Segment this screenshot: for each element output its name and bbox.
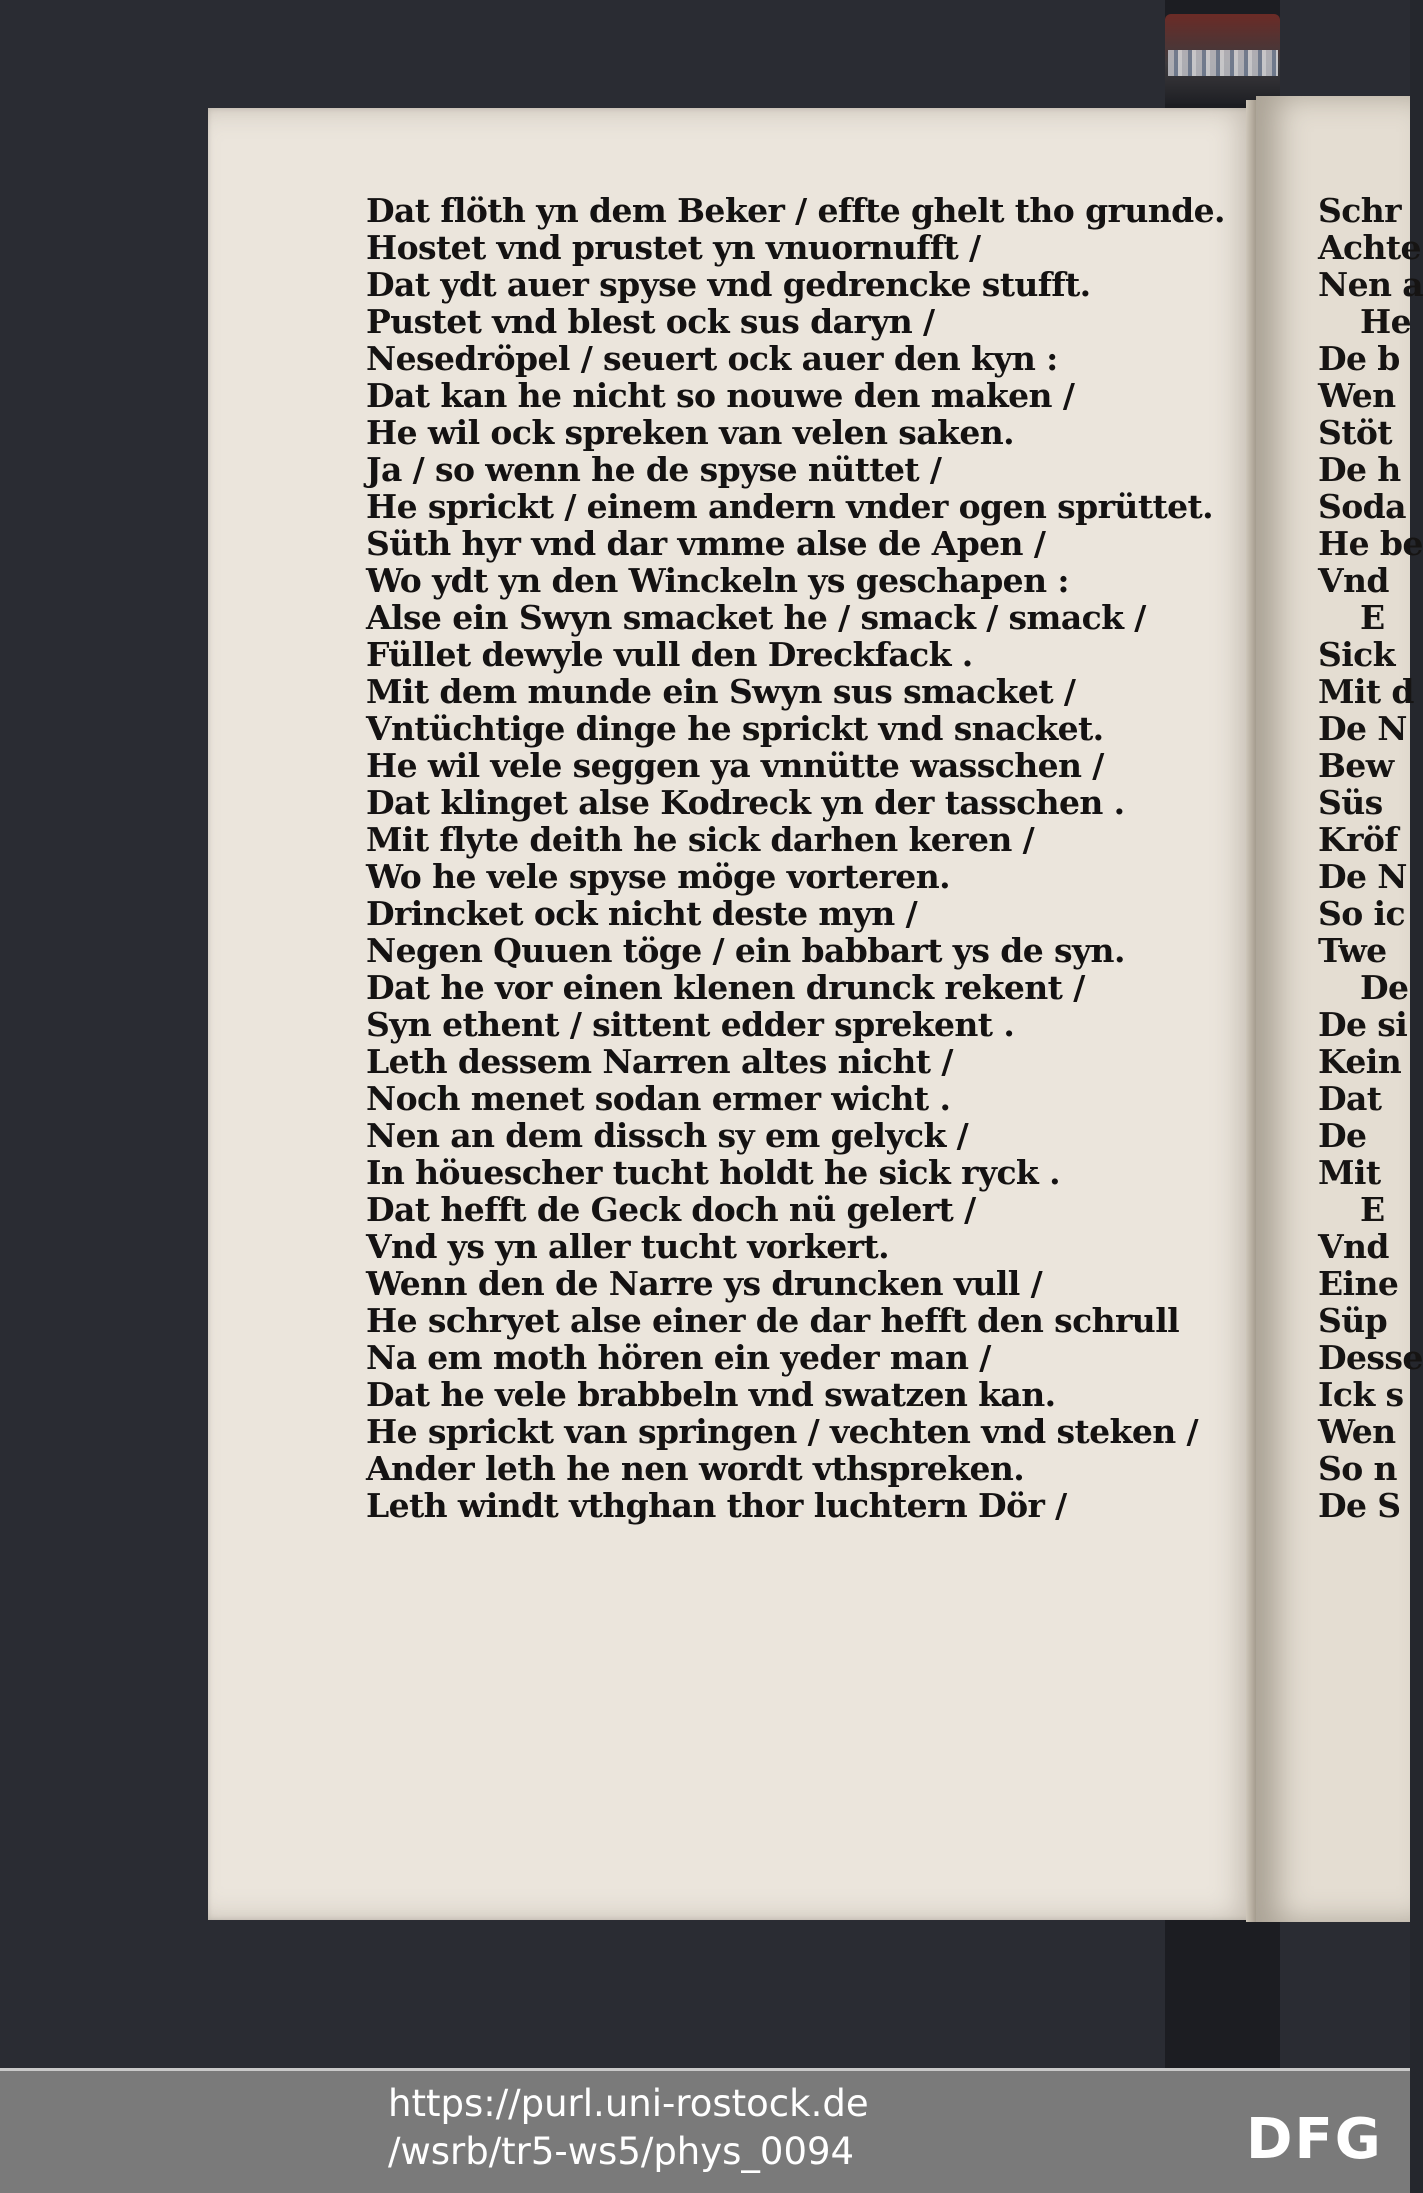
verse-line-fragment: De b [1318,339,1400,378]
verse-line-fragment: Vnd [1318,561,1389,600]
verse-line-fragment: Kröf [1318,820,1398,859]
verse-line: He sprickt / einem andern vnder ogen sprüttet. [366,487,1214,526]
verse-line: Wo he vele spyse möge vorteren. [366,857,950,896]
verse-line-fragment: So ic [1318,894,1405,933]
verse-line: Wo ydt yn den Winckeln ys geschapen : [366,561,1069,600]
verse-line: Dat flöth yn dem Beker / effte ghelt tho grunde. [366,191,1225,230]
verse-line-fragment: Bew [1318,746,1394,785]
verse-line-fragment: He [1360,302,1411,341]
verse-line: Dat klinget alse Kodreck yn der tasschen . [366,783,1125,822]
verse-line-fragment: Eine [1318,1264,1399,1303]
verse-line: Hostet vnd prustet yn vnuornufft / [366,228,981,267]
verse-line: Mit flyte deith he sick darhen keren / [366,820,1035,859]
verse-line: Wenn den de Narre ys druncken vull / [366,1264,1043,1303]
verse-line-fragment: De [1360,968,1409,1007]
verse-line: He wil vele seggen ya vnnütte wasschen / [366,746,1104,785]
verse-line-fragment: De N [1318,709,1407,748]
verse-line: Dat ydt auer spyse vnd gedrencke stufft. [366,265,1091,304]
verse-line: He schryet alse einer de dar hefft den schrull [366,1301,1180,1340]
verse-line-fragment: Dat [1318,1079,1382,1118]
permalink-url-line-1[interactable]: https://purl.uni-rostock.de [388,2082,869,2125]
verse-line-fragment: Desse [1318,1338,1423,1377]
verse-line-fragment: Stöt [1318,413,1392,452]
verse-line-fragment: Wen [1318,376,1396,415]
verse-line-fragment: Kein [1318,1042,1402,1081]
verse-line: Leth windt vthghan thor luchtern Dör / [366,1486,1067,1525]
verse-line: Dat hefft de Geck doch nü gelert / [366,1190,976,1229]
verse-line: Füllet dewyle vull den Dreckfack . [366,635,973,674]
verse-line-fragment: De si [1318,1005,1408,1044]
verse-line: Leth dessem Narren altes nicht / [366,1042,953,1081]
verse-line-fragment: Süp [1318,1301,1388,1340]
verse-line-fragment: De h [1318,450,1401,489]
verse-line: Vntüchtige dinge he sprickt vnd snacket. [366,709,1104,748]
verse-line-fragment: Nen a [1318,265,1423,304]
verse-line: Dat kan he nicht so nouwe den maken / [366,376,1075,415]
verse-line: Ander leth he nen wordt vthspreken. [366,1449,1025,1488]
verse-line-fragment: Vnd [1318,1227,1389,1266]
right-page-text-fragments [1318,191,1423,1525]
verse-line-fragment: De N [1318,857,1407,896]
verse-line-fragment: Sick [1318,635,1395,674]
verse-line: He wil ock spreken van velen saken. [366,413,1014,452]
verse-line-fragment: So n [1318,1449,1397,1488]
verse-line-fragment: Mit [1318,1153,1381,1192]
verse-line-fragment: Süs [1318,783,1383,822]
verse-line: Nesedröpel / seuert ock auer den kyn : [366,339,1058,378]
verse-line: Vnd ys yn aller tucht vorkert. [366,1227,889,1266]
dfg-logo: DFG [1246,2107,1383,2172]
verse-line-fragment: Achte [1318,228,1421,267]
verse-line: Pustet vnd blest ock sus daryn / [366,302,935,341]
verse-line: Syn ethent / sittent edder sprekent . [366,1005,1015,1044]
verse-line-fragment: Soda [1318,487,1406,526]
verse-line-fragment: Ick s [1318,1375,1404,1414]
verse-line: In höuescher tucht holdt he sick ryck . [366,1153,1060,1192]
verse-line: Nen an dem dissch sy em gelyck / [366,1116,969,1155]
verse-line-fragment: E [1360,598,1385,637]
verse-line-fragment: He be [1318,524,1423,563]
verse-line-fragment: Wen [1318,1412,1396,1451]
verse-line-fragment: De [1318,1116,1367,1155]
verse-line-fragment: Schr [1318,191,1401,230]
verse-line: Alse ein Swyn smacket he / smack / smack / [366,598,1146,637]
verse-line-fragment: E [1360,1190,1385,1229]
verse-line: Drincket ock nicht deste myn / [366,894,918,933]
verse-line: Dat he vele brabbeln vnd swatzen kan. [366,1375,1056,1414]
verse-line: Negen Quuen töge / ein babbart ys de syn. [366,931,1125,970]
verse-line-fragment: Twe [1318,931,1387,970]
left-page-text [366,191,1225,1525]
book-binding-band [1168,50,1278,76]
verse-line: Noch menet sodan ermer wicht . [366,1079,951,1118]
verse-line: He sprickt van springen / vechten vnd steken / [366,1412,1198,1451]
verse-line: Mit dem munde ein Swyn sus smacket / [366,672,1076,711]
permalink-url-line-2[interactable]: /wsrb/tr5-ws5/phys_0094 [388,2130,855,2173]
verse-line: Süth hyr vnd dar vmme alse de Apen / [366,524,1046,563]
verse-line: Dat he vor einen klenen drunck rekent / [366,968,1085,1007]
verse-line: Na em moth hören ein yeder man / [366,1338,991,1377]
verse-line-fragment: Mit d [1318,672,1414,711]
verse-line: Ja / so wenn he de spyse nüttet / [366,450,942,489]
verse-line-fragment: De S [1318,1486,1401,1525]
